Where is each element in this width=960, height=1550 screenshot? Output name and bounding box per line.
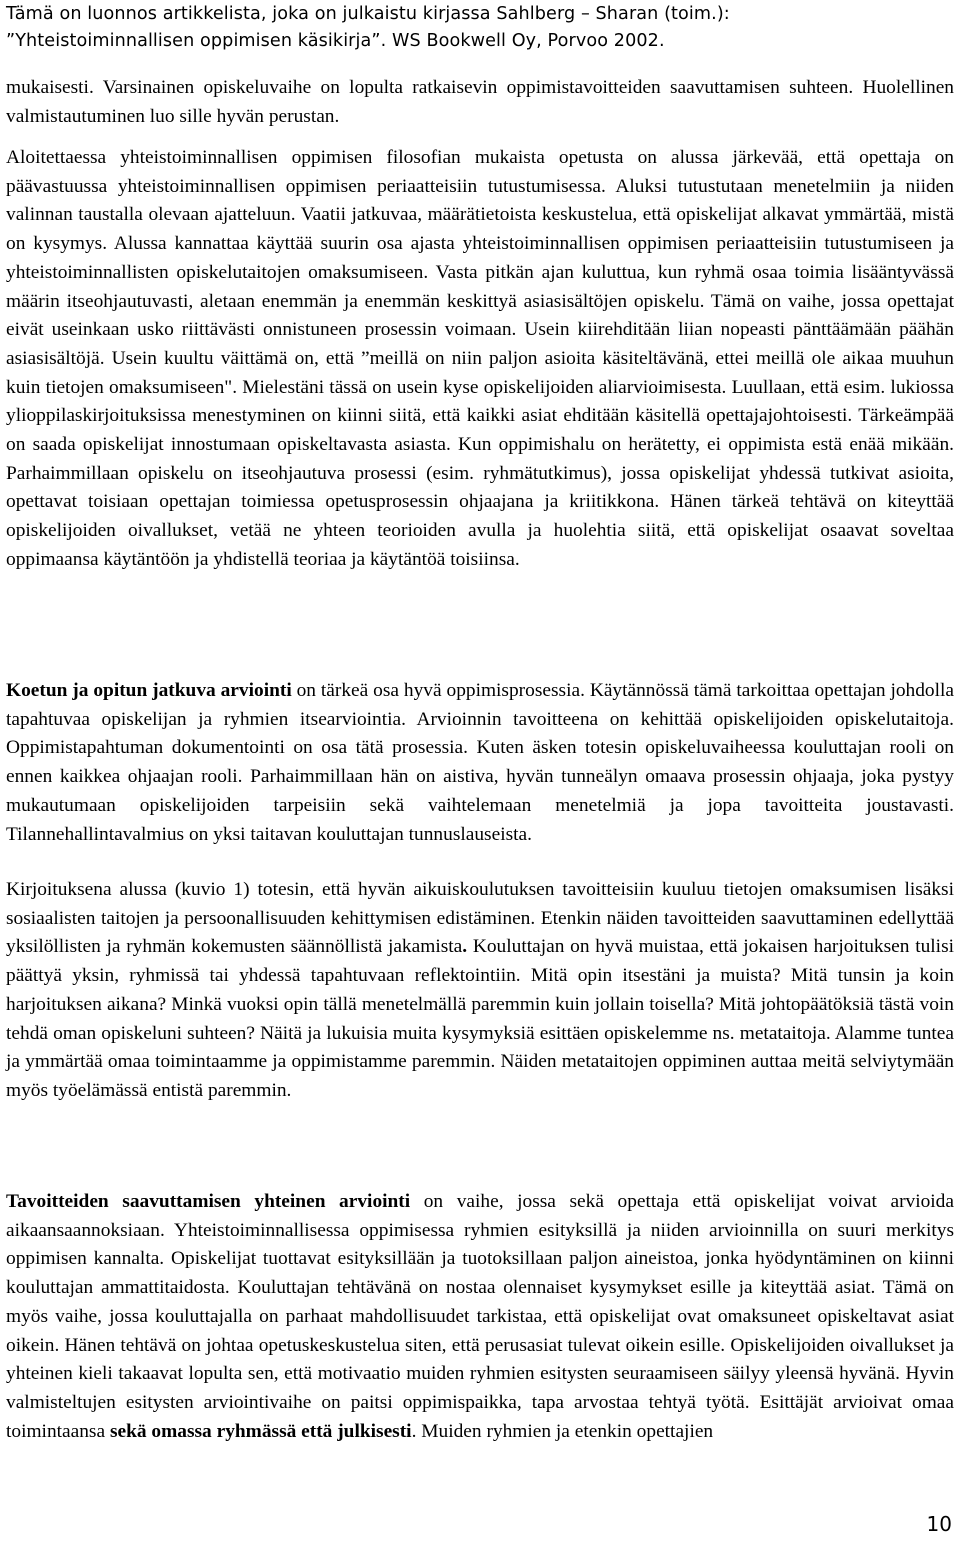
page-header (6, 1, 956, 55)
paragraph-collaborative-learning-start (6, 144, 954, 575)
paragraph-bold-period: . (462, 936, 468, 958)
paragraph-continuous-assessment (6, 677, 954, 849)
paragraph-intro-continuation (6, 74, 954, 131)
paragraph-text: Kirjoituksena alussa (kuvio 1) totesin, että hyvän aikuiskoulutuksen tavoitteisiin kuuluu tietojen omaksumisen lisäksi sosiaalisten taitojen ja persoonallisuuden kehittymisen edistäminen. Etenkin näiden tavoitteiden saavuttaminen edellyttää yksilöllisten ja ryhmän kokemusten säännöllistä jakamista (6, 879, 954, 958)
paragraph-text-continued: Kouluttajan on hyvä muistaa, että jokaisen harjoituksen tulisi päättyä yksin, ryhmissä tai yhdessä tapahtuvaan reflektointiin. Mitä opin itsestäni ja muista? Mitä tunsin ja koin harjoituksen aikana? Minkä vuoksi opin tällä menetelmällä paremmin kuin jollain toisella? Mitä johtopäätöksiä tästä voin tehdä oman opiskeluni suhteen? Näitä ja lukuisia muita kysymyksiä esittäen opiskelemme ns. metataitoja. Alamme tuntea ja ymmärtää omaa toimintaamme ja oppimistamme paremmin. Näiden metataitojen oppiminen auttaa meitä selviytymään myös työelämässä entistä paremmin. (6, 936, 955, 1101)
paragraph-text: mukaisesti. Varsinainen opiskeluvaihe on lopulta ratkaisevin oppimistavoitteiden saavuttamisen suhteen. Huolellinen valmistautuminen luo sille hyvän perustan. (6, 77, 954, 127)
page-number: 10 (926, 1512, 952, 1536)
paragraph-bold-heading: Koetun ja opitun jatkuva arviointi (6, 680, 292, 701)
paragraph-bold-emphasis: sekä omassa ryhmässä että julkisesti (109, 1420, 412, 1442)
paragraph-bold-heading: Tavoitteiden saavuttamisen yhteinen arviointi (6, 1191, 411, 1212)
header-line-1: Tämä on luonnos artikkelista, joka on julkaistu kirjassa Sahlberg – Sharan (toim.): (6, 4, 730, 24)
paragraph-joint-evaluation (6, 1188, 954, 1446)
paragraph-text-continued: . Muiden ryhmien ja etenkin opettajien (411, 1420, 714, 1442)
paragraph-text: on tärkeä osa hyvä oppimisprosessia. Käytännössä tämä tarkoittaa opettajan johdolla tapahtuvaa opiskelijan ja ryhmien itsearviointia. Arvioinnin tavoitteena on kehittää opiskelijoiden opiskelutaitoja. Oppimistapahtuman dokumentointi on osa tätä prosessia. Kuten äsken totesin opiskeluvaiheessa kouluttajan rooli on ennen kaikkea ohjaajan rooli. Parhaimmillaan hän on aistiva, hyvän tunneälyn omaava prosessin ohjaaja, joka pystyy mukautumaan opiskelijoiden tarpeisiin sekä vaihtelemaan menetelmiä ja jopa tavoitteita joustavasti. Tilannehallintavalmius on yksi taitavan kouluttajan tunnuslauseista. (6, 680, 955, 845)
paragraph-reflection (6, 876, 954, 1106)
paragraph-text: Aloitettaessa yhteistoiminnallisen oppimisen filosofian mukaista opetusta on alussa järkevää, että opettaja on päävastuussa yhteistoiminnallisen oppimisen periaatteisiin tutustumisessa. Aluksi tutustutaan menetelmiin ja niiden valinnan taustalla olevaan ajatteluun. Vaatii jatkuvaa, määrätietoista keskustelua, että opiskelijat alkavat ymmärtää, mistä on kysymys. Alussa kannattaa käyttää suurin osa ajasta yhteistoiminnallisen oppimisen periaatteisiin tutustumiseen ja yhteistoiminnallisten opiskelutaitojen omaksumiseen. Vasta pitkän ajan kuluttua, kun ryhmä osaa toimia lisääntyvässä määrin itseohjautuvasti, aletaan enemmän ja enemmän keskittyä asiasisältöjen opiskelu. Tämä on vaihe, jossa opettajat eivät useinkaan usko riittävästi onnistuneen prosessin voimaan. Usein kiirehditään liian nopeasti pänttäämään päähän asiasisältöjä. Usein kuultu väittämä on, että ”meillä on niin paljon asioita käsiteltävänä, ettei meillä ole aikaa muuhun kuin tietojen omaksumiseen". Mielestäni tässä on usein kyse opiskelijoiden aliarvioimisesta. Luullaan, että esim. lukiossa ylioppilaskirjoituksissa menestyminen on kiinni siitä, että kaikki asiat ehditään käsitellä opettajajohtoisesti. Tärkeämpää on saada opiskelijat innostumaan opiskeltavasta asiasta. Kun oppimishalu on herätetty, ei oppimista estä enää mikään. Parhaimmillaan opiskelu on itseohjautuva prosessi (esim. ryhmätutkimus), jossa opiskelijat yhdessä tutkivat asioita, opettavat toisiaan opettajan toimiessa opetusprosessin ohjaajana ja kriitikkona. Hänen tärkeä tehtävä on kiteyttää opiskelijoiden oivallukset, vetää ne yhteen teorioiden avulla ja huolehtia siitä, että opiskelijat osaavat soveltaa oppimaansa käytäntöön ja yhdistellä teoriaa ja käytäntöä toisiinsa. (6, 147, 954, 570)
paragraph-text: on vaihe, jossa sekä opettaja että opiskelijat voivat arvioida aikaansaannoksiaan. Yhteistoiminnallisessa oppimisessa ryhmien esityksillä ja niiden arvioinnilla on suuri merkitys oppimisen kannalta. Opiskelijat tuottavat esityksillään ja tuotoksillaan paljon aineistoa, jonka hyödyntäminen on kiinni kouluttajan ammattitaidosta. Kouluttajan tehtävänä on nostaa olennaiset kysymykset esille ja kiteyttää asiat. Tämä on myös vaihe, jossa kouluttajalla on parhaat mahdollisuudet tarkistaa, että opiskelijat ovat omaksuneet opiskeltavat asiat oikein. Hänen tehtävä on johtaa opetuskeskustelua siten, että perusasiat tulevat oikein esille. Opiskelijoiden oivallukset ja yhteinen kieli takaavat lopulta sen, että motivaatio muiden ryhmien esitysten seuraamiseen säilyy yleensä hyvänä. Hyvin valmisteltujen esitysten arviointivaihe on paitsi oppimispaikka, tapa arvostaa tehtyä työtä. Esittäjät arvioivat omaa toimintaansa (6, 1191, 954, 1442)
header-line-2: ”Yhteistoiminnallisen oppimisen käsikirja”. WS Bookwell Oy, Porvoo 2002. (6, 31, 665, 51)
